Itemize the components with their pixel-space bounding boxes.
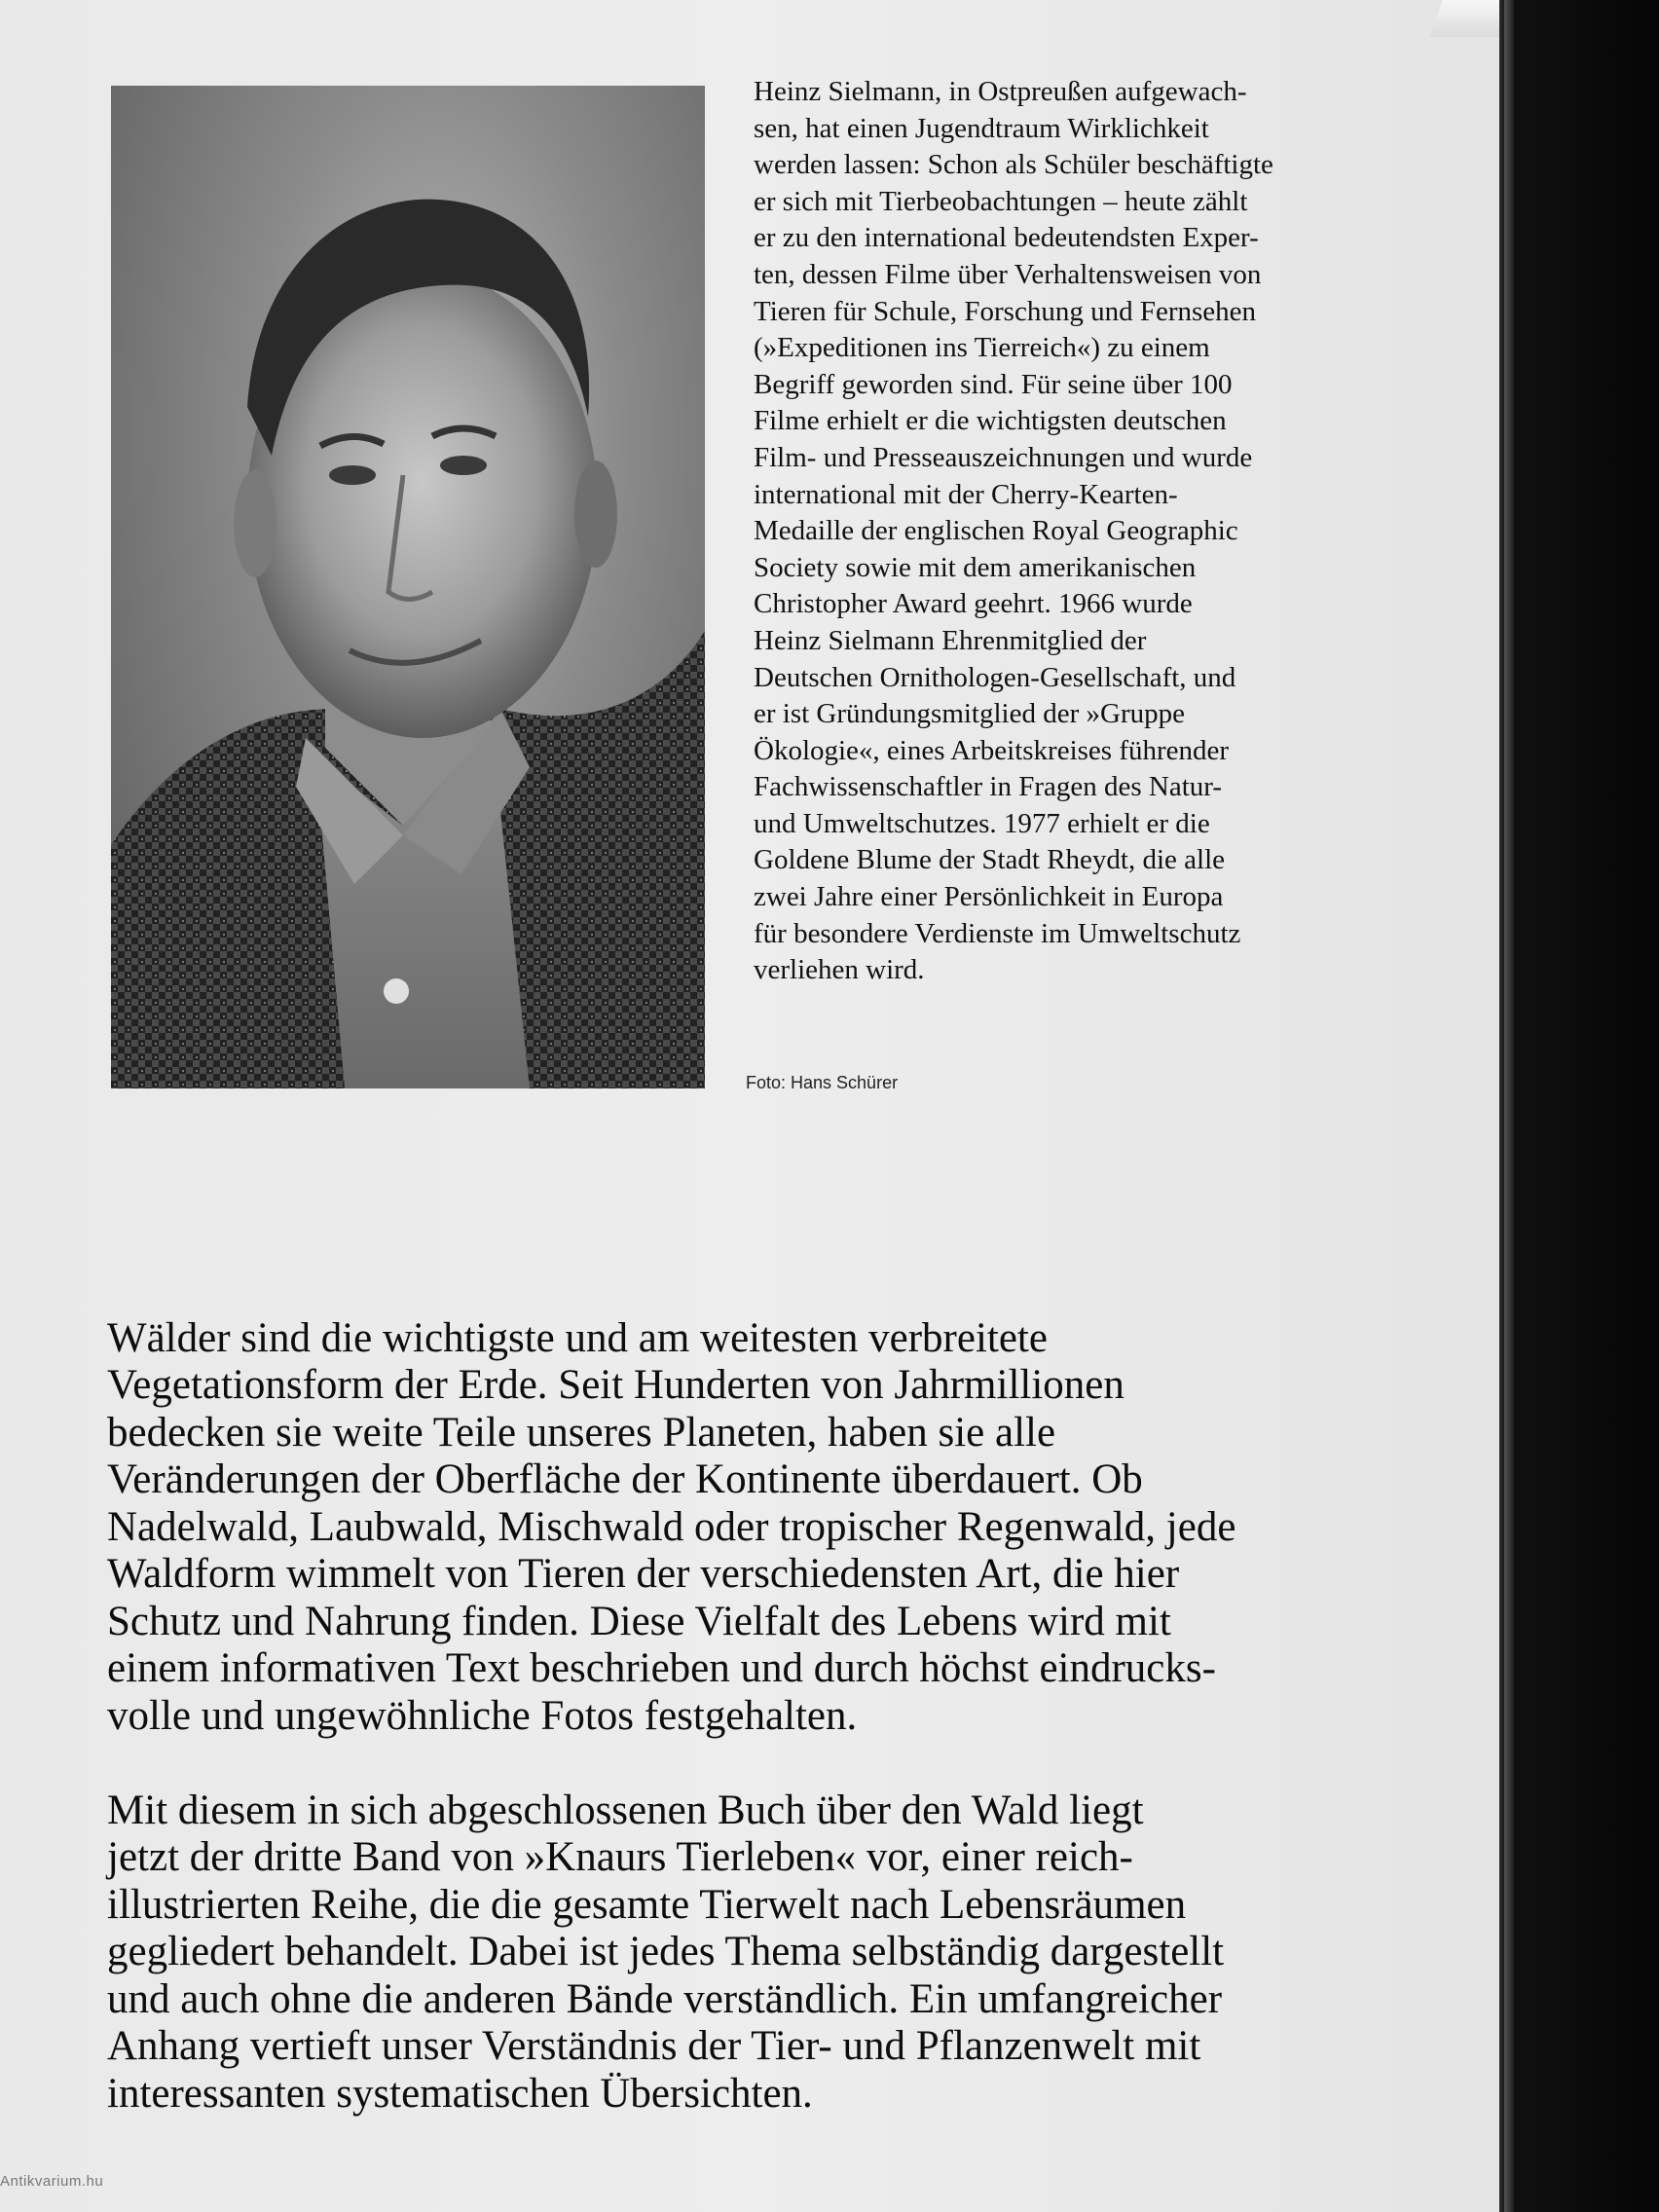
description-paragraph-1: Wälder sind die wichtigste und am weitesten verbreitete Vegetationsform der Erde. Seit Hunderten von Jahrmillionen bedecken sie weite Teile unseres Planeten, haben sie alle Veränderungen der Oberfläche der Kontinente überdauert. Ob Nadelwald, Laubwald, Mischwald oder tropischer Regenwald, jede Waldform wimmelt von Tieren der verschiedensten Art, die hier Schutz und Nahrung finden. Diese Vielfalt des Lebens wird mit einem informativen Text beschrieben und durch höchst eindrucks- volle und ungewöhnliche Fotos festgehalten. [107, 1314, 1236, 1739]
watermark: Antikvarium.hu [0, 2173, 104, 2190]
spine-edge [1504, 0, 1514, 2212]
portrait-illustration [111, 86, 705, 1088]
author-biography: Heinz Sielmann, in Ostpreußen aufgewach- sen, hat einen Jugendtraum Wirklichkeit werden lassen: Schon als Schüler beschäftigte er sich mit Tierbeobachtungen – heute zählt er zu den international bedeutendsten Exper- ten, dessen Filme über Verhaltensweisen von Tieren für Schule, Forschung und Fernsehen (»Expeditionen ins Tierreich«) zu einem Begriff geworden sind. Für seine über 100 Filme erhielt er die wichtigsten deutschen Film- und Presseauszeichnungen und wurde international mit der Cherry-Kearten- Medaille der englischen Royal Geographic Society sowie mit dem amerikanischen Christopher Award geehrt. 1966 wurde Heinz Sielmann Ehrenmitglied der Deutschen Ornithologen-Gesellschaft, und er ist Gründungsmitglied der »Gruppe Ökologie«, eines Arbeitskreises führender Fachwissenschaftler in Fragen des Natur- und Umweltschutzes. 1977 erhielt er die Goldene Blume der Stadt Rheydt, die alle zwei Jahre einer Persönlichkeit in Europa für besondere Verdienste im Umweltschutz verliehen wird. [754, 76, 1273, 986]
author-portrait-photo [111, 86, 705, 1088]
book-spine-shadow [1499, 0, 1659, 2212]
description-paragraph-2: Mit diesem in sich abgeschlossenen Buch über den Wald liegt jetzt der dritte Band von »Knaurs Tierleben« vor, einer reich- illustrierten Reihe, die die gesamte Tierwelt nach Lebensräumen gegliedert behandelt. Dabei ist jedes Thema selbständig dargestellt und auch ohne die anderen Bände verständlich. Ein umfangreicher Anhang vertieft unser Verständnis der Tier- und Pflanzenwelt mit interessanten systematischen Übersichten. [107, 1787, 1225, 2117]
photo-credit: Foto: Hans Schürer [746, 1073, 899, 1092]
book-description [107, 1268, 1470, 2165]
